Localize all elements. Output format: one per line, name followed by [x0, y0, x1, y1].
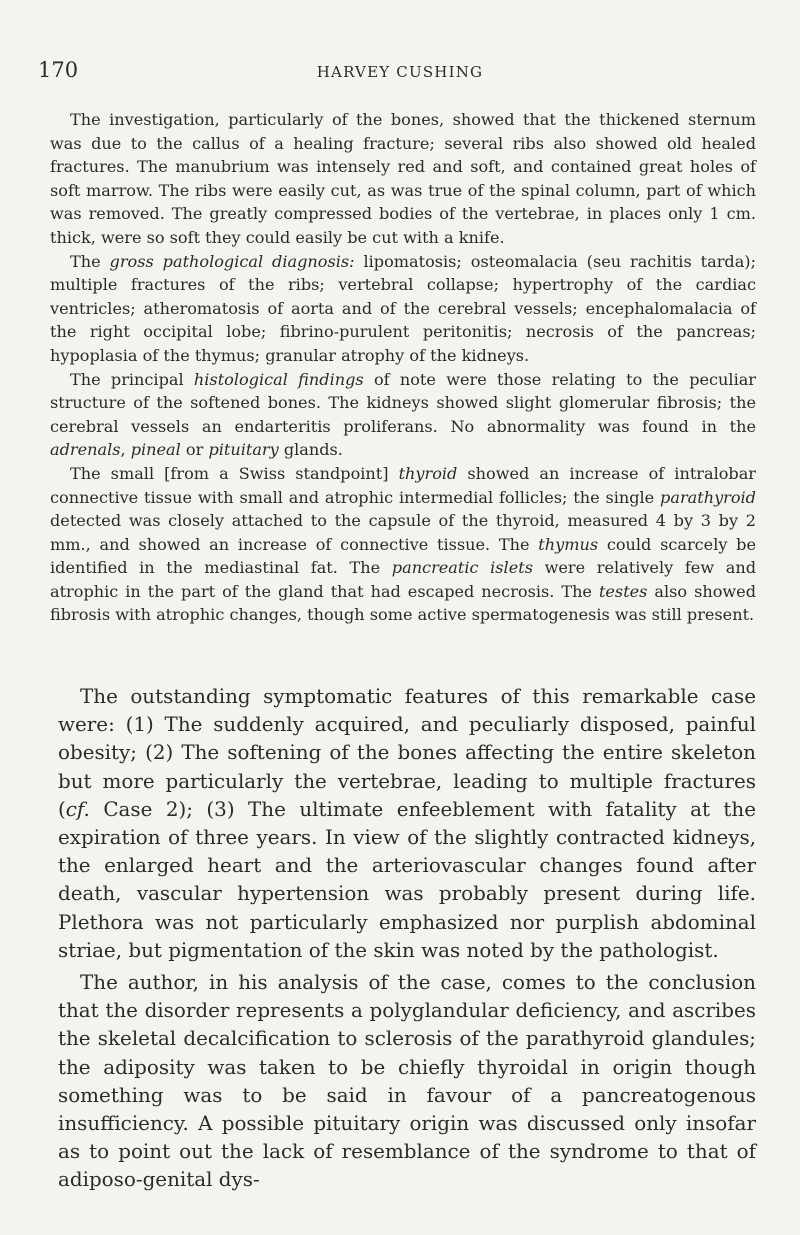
text-segment: glands.: [278, 440, 343, 460]
text-segment: The: [70, 251, 110, 271]
running-head: HARVEY CUSHING: [316, 63, 484, 81]
italic-term: thymus: [538, 534, 599, 554]
text-segment: The author, in his analysis of the case, comes to the conclusion that the disorder represents a polyglandular deficiency, and ascribes the skeletal decalcification to sclerosis of the parathyroid glandules; the adiposity was taken to be chiefly thyroidal in origin though something was to be said in favour of a pancreatogenous insufficiency. A possible pituitary origin was discussed only insofar as to point out the lack of resemblance of the syndrome to that of adiposo-genital dys-: [58, 971, 756, 1192]
text-segment: lipomatosis; osteomalacia (seu rachitis tarda); multiple fractures of the ribs; vertebral collapse; hypertrophy of the cardiac ventricles; atheromatosis of aorta and of the cerebral vessels; encephalomalacia of the right occipital lobe; fibrino-purulent peritonitis; necrosis of the pancreas; hypoplasia of the thymus; granular atrophy of the kidneys.: [50, 251, 756, 365]
paragraph-symptomatic-features: [58, 683, 756, 965]
paragraph-author-analysis: [58, 969, 756, 1195]
italic-term: pineal: [130, 440, 181, 460]
italic-term: testes: [598, 581, 648, 601]
text-segment: ,: [120, 440, 131, 460]
italic-term: thyroid: [398, 463, 458, 483]
text-segment: were relatively few and atrophic in the part of the gland that had escaped necrosis. The: [50, 558, 756, 601]
text-segment: or: [180, 440, 209, 460]
italic-term: pituitary: [208, 440, 279, 460]
paragraph-thyroid: [50, 462, 756, 627]
italic-term: gross pathological diagnosis:: [109, 251, 355, 271]
italic-term: adrenals: [50, 440, 121, 460]
text-segment: detected was closely attached to the capsule of the thyroid, measured 4 by 3 by 2 mm., and showed an increase of connective tissue. The: [50, 511, 756, 554]
italic-term: parathyroid: [660, 487, 756, 507]
text-segment: showed an increase of intralobar connective tissue with small and atrophic intermedial follicles; the single: [50, 463, 757, 507]
page-number: 170: [38, 58, 79, 82]
italic-term: cf.: [65, 797, 90, 821]
paragraph-gross-diagnosis: [50, 250, 756, 368]
text-segment: The small [from a Swiss standpoint]: [70, 463, 399, 483]
italic-term: histological findings: [193, 369, 364, 389]
text-segment: also showed fibrosis with atrophic changes, though some active spermatogenesis was still present.: [50, 581, 757, 625]
text-segment: Case 2); (3) The ultimate enfeeblement with fatality at the expiration of three years. In view of the slightly contracted kidneys, the enlarged heart and the arteriovascular changes found after death, vascular hypertension was probably present during life. Plethora was not particularly emphasized nor purplish abdominal striae, but pigmentation of the skin was noted by the pathologist.: [58, 797, 756, 962]
italic-term: pancreatic islets: [391, 558, 533, 578]
paragraph-histological-findings: [50, 368, 756, 462]
small-print-section: [50, 108, 756, 627]
text-segment: of note were those relating to the peculiar structure of the softened bones. The kidneys showed slight glomerular fibrosis; the cerebral vessels an endarteritis proliferans. No abnormality was found in the: [50, 369, 757, 436]
text-segment: could scarcely be identified in the mediastinal fat. The: [50, 534, 756, 578]
text-segment: The principal: [70, 369, 194, 389]
page-header: [38, 58, 762, 88]
paragraph-investigation: [50, 108, 756, 250]
text-segment: The investigation, particularly of the bones, showed that the thickened sternum was due to the callus of a healing fracture; several ribs also showed old healed fractures. The manubrium was intensely red and soft, and contained great holes of soft marrow. The ribs were easily cut, as was true of the spinal column, part of which was removed. The greatly compressed bodies of the vertebrae, in places only 1 cm. thick, were so soft they could easily be cut with a knife.: [50, 110, 756, 247]
main-text-section: [58, 683, 756, 1195]
text-segment: The outstanding symptomatic features of this remarkable case were: (1) The suddenly acquired, and peculiarly disposed, painful obesity; (2) The softening of the bones affecting the entire skeleton but more particularly the vertebrae, leading to multiple fractures (: [58, 685, 756, 821]
